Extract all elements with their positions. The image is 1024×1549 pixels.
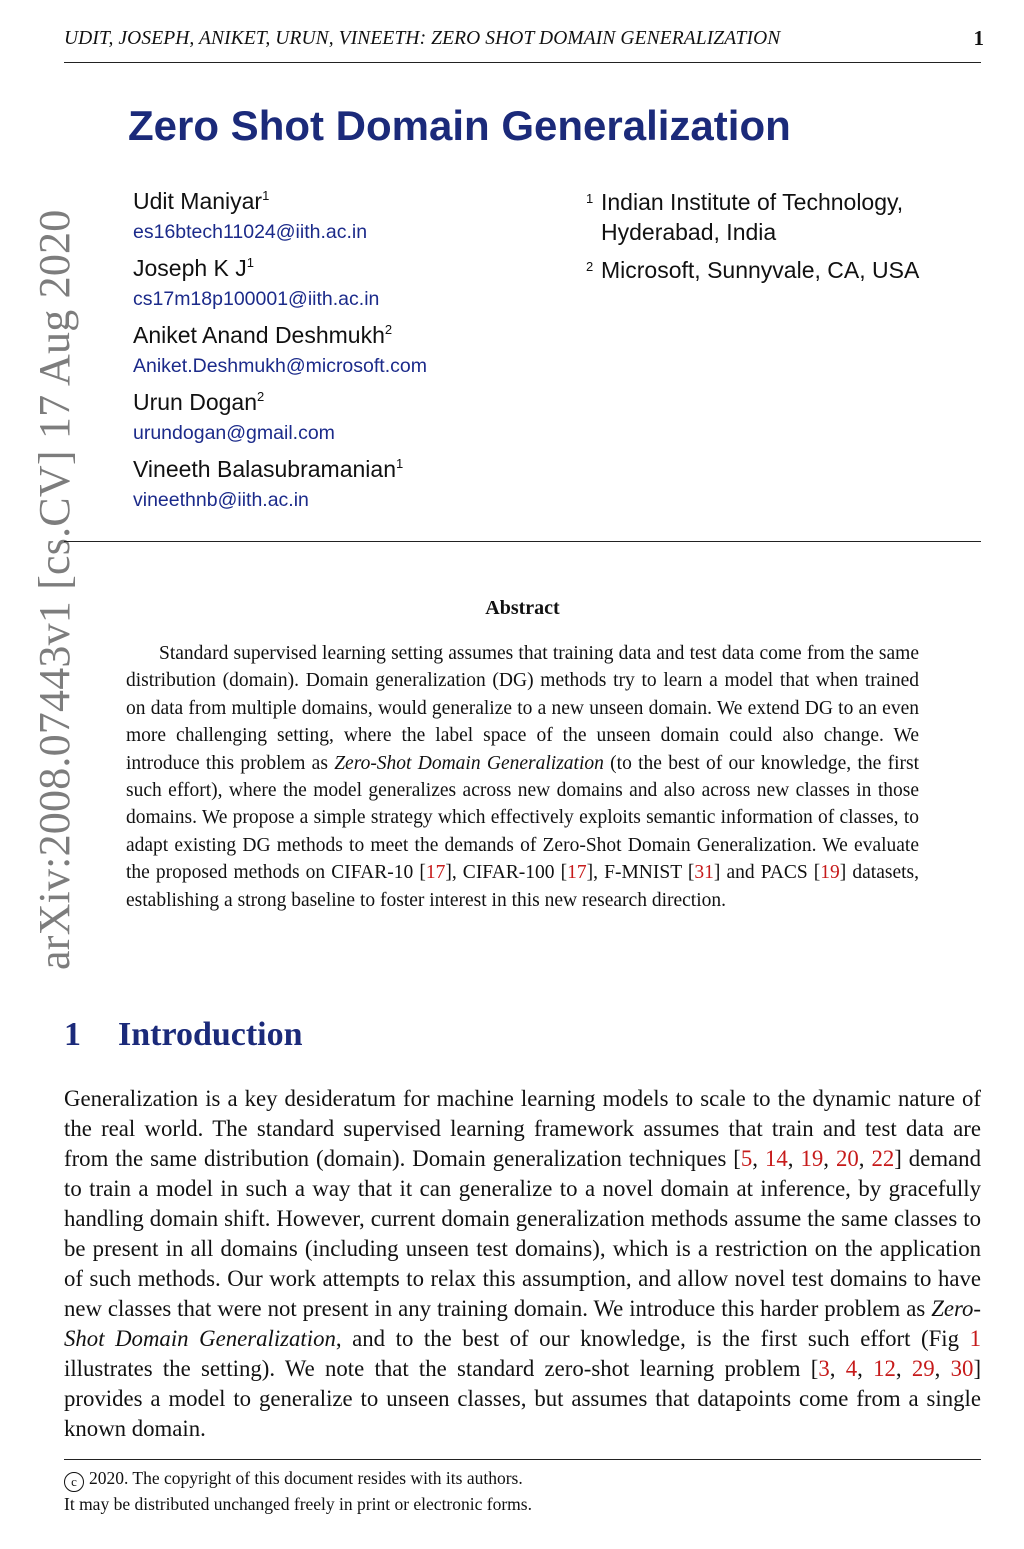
citation-link[interactable]: 17: [567, 862, 587, 884]
affiliation-1: 1 Indian Institute of Technology, Hyderabad, India: [586, 189, 904, 245]
introduction-body: Generalization is a key desideratum for machine learning models to scale to the dynamic nature of the real world. The standard supervised learning framework assumes that train and test data are from the same distribution (domain). Domain generalization techniques [5, 14, 19, 20, 22] demand to train a model in such a way that it can generalize to a novel domain at inference, by gracefully handling domain shift. However, current domain generalization methods assume the same classes to be present in all domains (including unseen test domains), which is a restriction on the application of such methods. Our work attempts to relax this assumption, and allow novel test domains to have new classes that were not present in any training domain. We introduce this harder problem as Zero-Shot Domain Generalization, and to the best of our knowledge, is the first such effort (Fig 1 illustrates the setting). We note that the standard zero-shot learning problem [3, 4, 12, 29, 30] provides a model to generalize to unseen classes, but assumes that datapoints come from a single known domain.: [64, 1086, 982, 1441]
citation-link[interactable]: 4: [845, 1356, 858, 1381]
citation-link[interactable]: 5: [740, 1146, 753, 1171]
title-block-rule: [64, 541, 981, 542]
section-heading: 1 Introduction: [64, 1016, 303, 1053]
citation-link[interactable]: 14: [764, 1146, 788, 1171]
citation-link[interactable]: 29: [911, 1356, 935, 1381]
citation-link[interactable]: 3: [818, 1356, 830, 1381]
citation-link[interactable]: 22: [871, 1146, 895, 1171]
citation-link[interactable]: 17: [425, 862, 446, 884]
author-name: Urun Dogan$^2$: [133, 389, 265, 415]
arxiv-stamp: arXiv:2008.07443v1 [cs.CV] 17 Aug 2020: [30, 209, 79, 970]
citation-link[interactable]: 31: [694, 862, 714, 884]
author-list: [133, 186, 583, 521]
copyright-icon: c: [64, 1472, 84, 1492]
affiliation-2: 2 Microsoft, Sunnyvale, CA, USA: [586, 257, 920, 283]
author-email-link[interactable]: es16btech11024@iith.ac.in: [133, 221, 368, 243]
page-number: 1: [973, 26, 984, 50]
header-rule: [64, 62, 981, 63]
author-email-link[interactable]: vineethnb@iith.ac.in: [133, 489, 309, 511]
citation-link[interactable]: 20: [835, 1146, 859, 1171]
author-name: Udit Maniyar$^1$: [133, 188, 270, 214]
author-name: Vineeth Balasubramanian$^1$: [133, 456, 404, 482]
author-name: Aniket Anand Deshmukh$^2$: [133, 322, 393, 348]
author-email-link[interactable]: cs17m18p100001@iith.ac.in: [133, 288, 380, 310]
abstract-body: Standard supervised learning setting assumes that training data and test data come from the same distribution (domain). Domain generalization (DG) methods try to learn a model that when trained on data from multiple domains, would generalize to a new unseen domain. We extend DG to an even more challenging setting, where the label space of the unseen domain could also change. We introduce this problem as Zero-Shot Domain Generalization (to the best of our knowledge, the first such effort), where the model generalizes across new domains and also across new classes in those domains. We propose a simple strategy which effectively exploits semantic information of classes, to adapt existing DG methods to meet the demands of Zero-Shot Domain Generalization. We evaluate the proposed methods on CIFAR-10 [17], CIFAR-100 [17], F-MNIST [31] and PACS [19] datasets, establishing a strong baseline to foster interest in this new research direction.: [126, 643, 919, 911]
citation-link[interactable]: 30: [950, 1356, 974, 1381]
citation-link[interactable]: 19: [820, 862, 840, 884]
author-name: Joseph K $J^1$: [133, 255, 255, 281]
citation-link[interactable]: 19: [800, 1146, 824, 1171]
figure-link[interactable]: 1: [969, 1326, 982, 1351]
author-email-link[interactable]: urundogan@gmail.com: [133, 422, 335, 444]
author-email-link[interactable]: Aniket.Deshmukh@microsoft.com: [133, 355, 427, 377]
copyright-notice: c 2020. The copyright of this document resides with its authors. It may be distributed unchanged freely in print or electronic forms.: [64, 1468, 532, 1514]
running-header: UDIT, JOSEPH, ANIKET, URUN, VINEETH: ZERO SHOT DOMAIN GENERALIZATION: [64, 28, 781, 49]
abstract-heading: Abstract: [485, 597, 560, 619]
citation-link[interactable]: 12: [873, 1356, 896, 1381]
footer-rule: [64, 1459, 981, 1460]
affiliation-list: [586, 187, 986, 285]
paper-title: Zero Shot Domain Generalization: [128, 102, 791, 149]
